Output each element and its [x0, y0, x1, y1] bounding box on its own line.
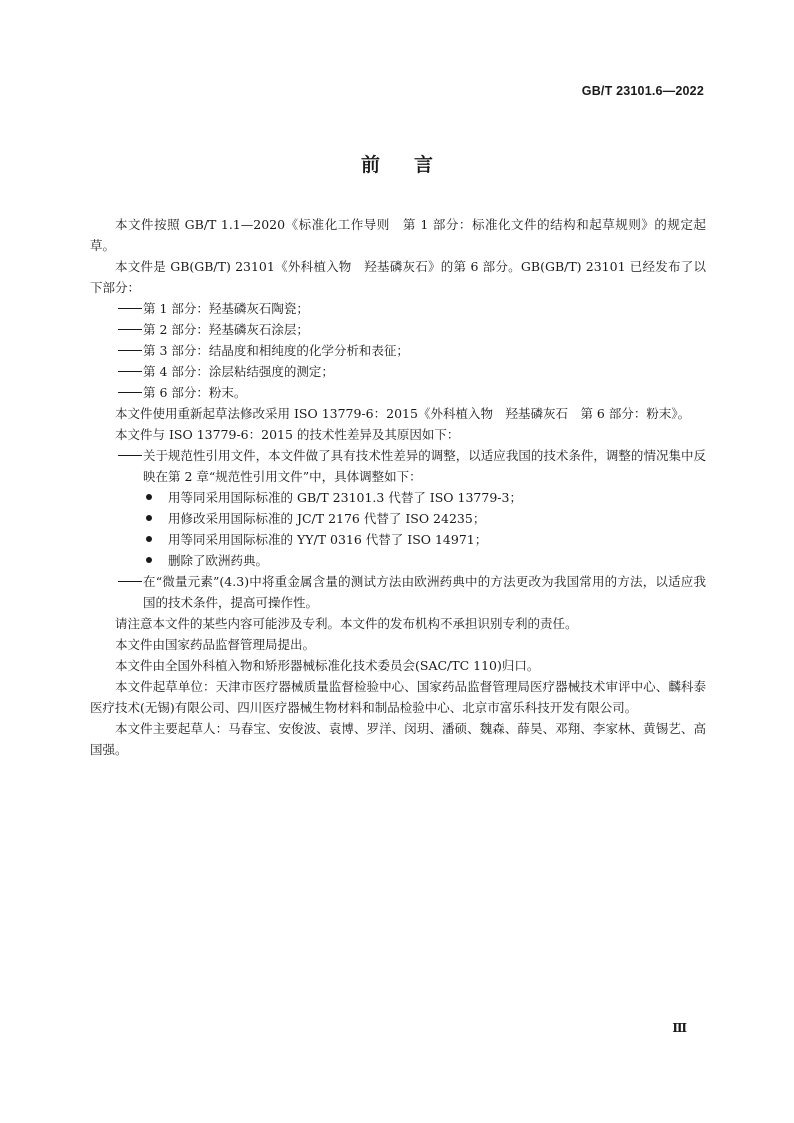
- part-label: 第 2 部分：羟基磷灰石涂层；: [143, 322, 309, 337]
- bullet-dot-icon: [146, 494, 152, 500]
- difference-item-trace-elements: [90, 571, 706, 613]
- paragraph-patent-notice: 请注意本文件的某些内容可能涉及专利。本文件的发布机构不承担识别专利的责任。: [115, 616, 578, 631]
- paragraph-committee: 本文件由全国外科植入物和矫形器械标准化技术委员会(SAC/TC 110)归口。: [115, 658, 540, 673]
- part-label: 第 6 部分：粉末。: [143, 385, 247, 400]
- difference-text: 在“微量元素”(4.3)中将重金属含量的测试方法由欧洲药典中的方法更改为我国常用的方法，以适应我国的技术条件，提高可操作性。: [143, 574, 706, 610]
- list-item: [90, 487, 706, 508]
- bullet-dot-icon: [146, 536, 152, 542]
- page-number: Ⅲ: [672, 1021, 688, 1035]
- difference-item-references: [90, 445, 706, 487]
- part-label: 第 4 部分：涂层粘结强度的测定；: [143, 364, 334, 379]
- standard-number: GB/T 23101.6—2022: [581, 84, 704, 98]
- paragraph-drafting-units: 本文件起草单位：天津市医疗器械质量监督检验中心、国家药品监督管理局医疗器械技术审评中心、麟科泰医疗技术(无锡)有限公司、四川医疗器械生物材料和制品检验中心、北京市富乐科技开发有限公司。: [90, 679, 706, 715]
- list-item: [90, 298, 706, 319]
- bullet-text: 用修改采用国际标准的 JC/T 2176 代替了 ISO 24235；: [168, 511, 486, 526]
- bullet-text: 删除了欧洲药典。: [168, 553, 269, 568]
- foreword-body: [90, 214, 706, 760]
- bullet-text: 用等同采用国际标准的 YY/T 0316 代替了 ISO 14971；: [168, 532, 488, 547]
- paragraph-drafters: 本文件主要起草人：马春宝、安俊波、袁博、罗洋、闵玥、潘硕、魏森、薛昊、邓翔、李家林、黄锡艺、高国强。: [90, 721, 706, 757]
- part-label: 第 3 部分：结晶度和相纯度的化学分析和表征；: [143, 343, 409, 358]
- list-item: [90, 361, 706, 382]
- bullet-text: 用等同采用国际标准的 GB/T 23101.3 代替了 ISO 13779-3；: [168, 490, 522, 505]
- list-item: [90, 319, 706, 340]
- paragraph-series-intro: 本文件是 GB(GB/T) 23101《外科植入物 羟基磷灰石》的第 6 部分。GB(GB/T) 23101 已经发布了以下部分：: [90, 259, 706, 295]
- paragraph-differences-intro: 本文件与 ISO 13779-6：2015 的技术性差异及其原因如下：: [115, 427, 460, 442]
- list-item: [90, 382, 706, 403]
- bullet-dot-icon: [146, 557, 152, 563]
- paragraph-adoption: 本文件使用重新起草法修改采用 ISO 13779-6：2015《外科植入物 羟基磷灰石 第 6 部分：粉末》。: [115, 406, 691, 421]
- part-label: 第 1 部分：羟基磷灰石陶瓷；: [143, 301, 309, 316]
- list-item: [90, 550, 706, 571]
- list-item: [90, 529, 706, 550]
- page-title: 前言: [360, 154, 467, 176]
- paragraph-proposer: 本文件由国家药品监督管理局提出。: [115, 637, 316, 652]
- difference-text: 关于规范性引用文件，本文件做了具有技术性差异的调整，以适应我国的技术条件，调整的情况集中反映在第 2 章“规范性引用文件”中，具体调整如下：: [143, 448, 706, 484]
- list-item: [90, 508, 706, 529]
- bullet-dot-icon: [146, 515, 152, 521]
- paragraph-drafting-rules: 本文件按照 GB/T 1.1—2020《标准化工作导则 第 1 部分：标准化文件的结构和起草规则》的规定起草。: [90, 217, 706, 253]
- list-item: [90, 340, 706, 361]
